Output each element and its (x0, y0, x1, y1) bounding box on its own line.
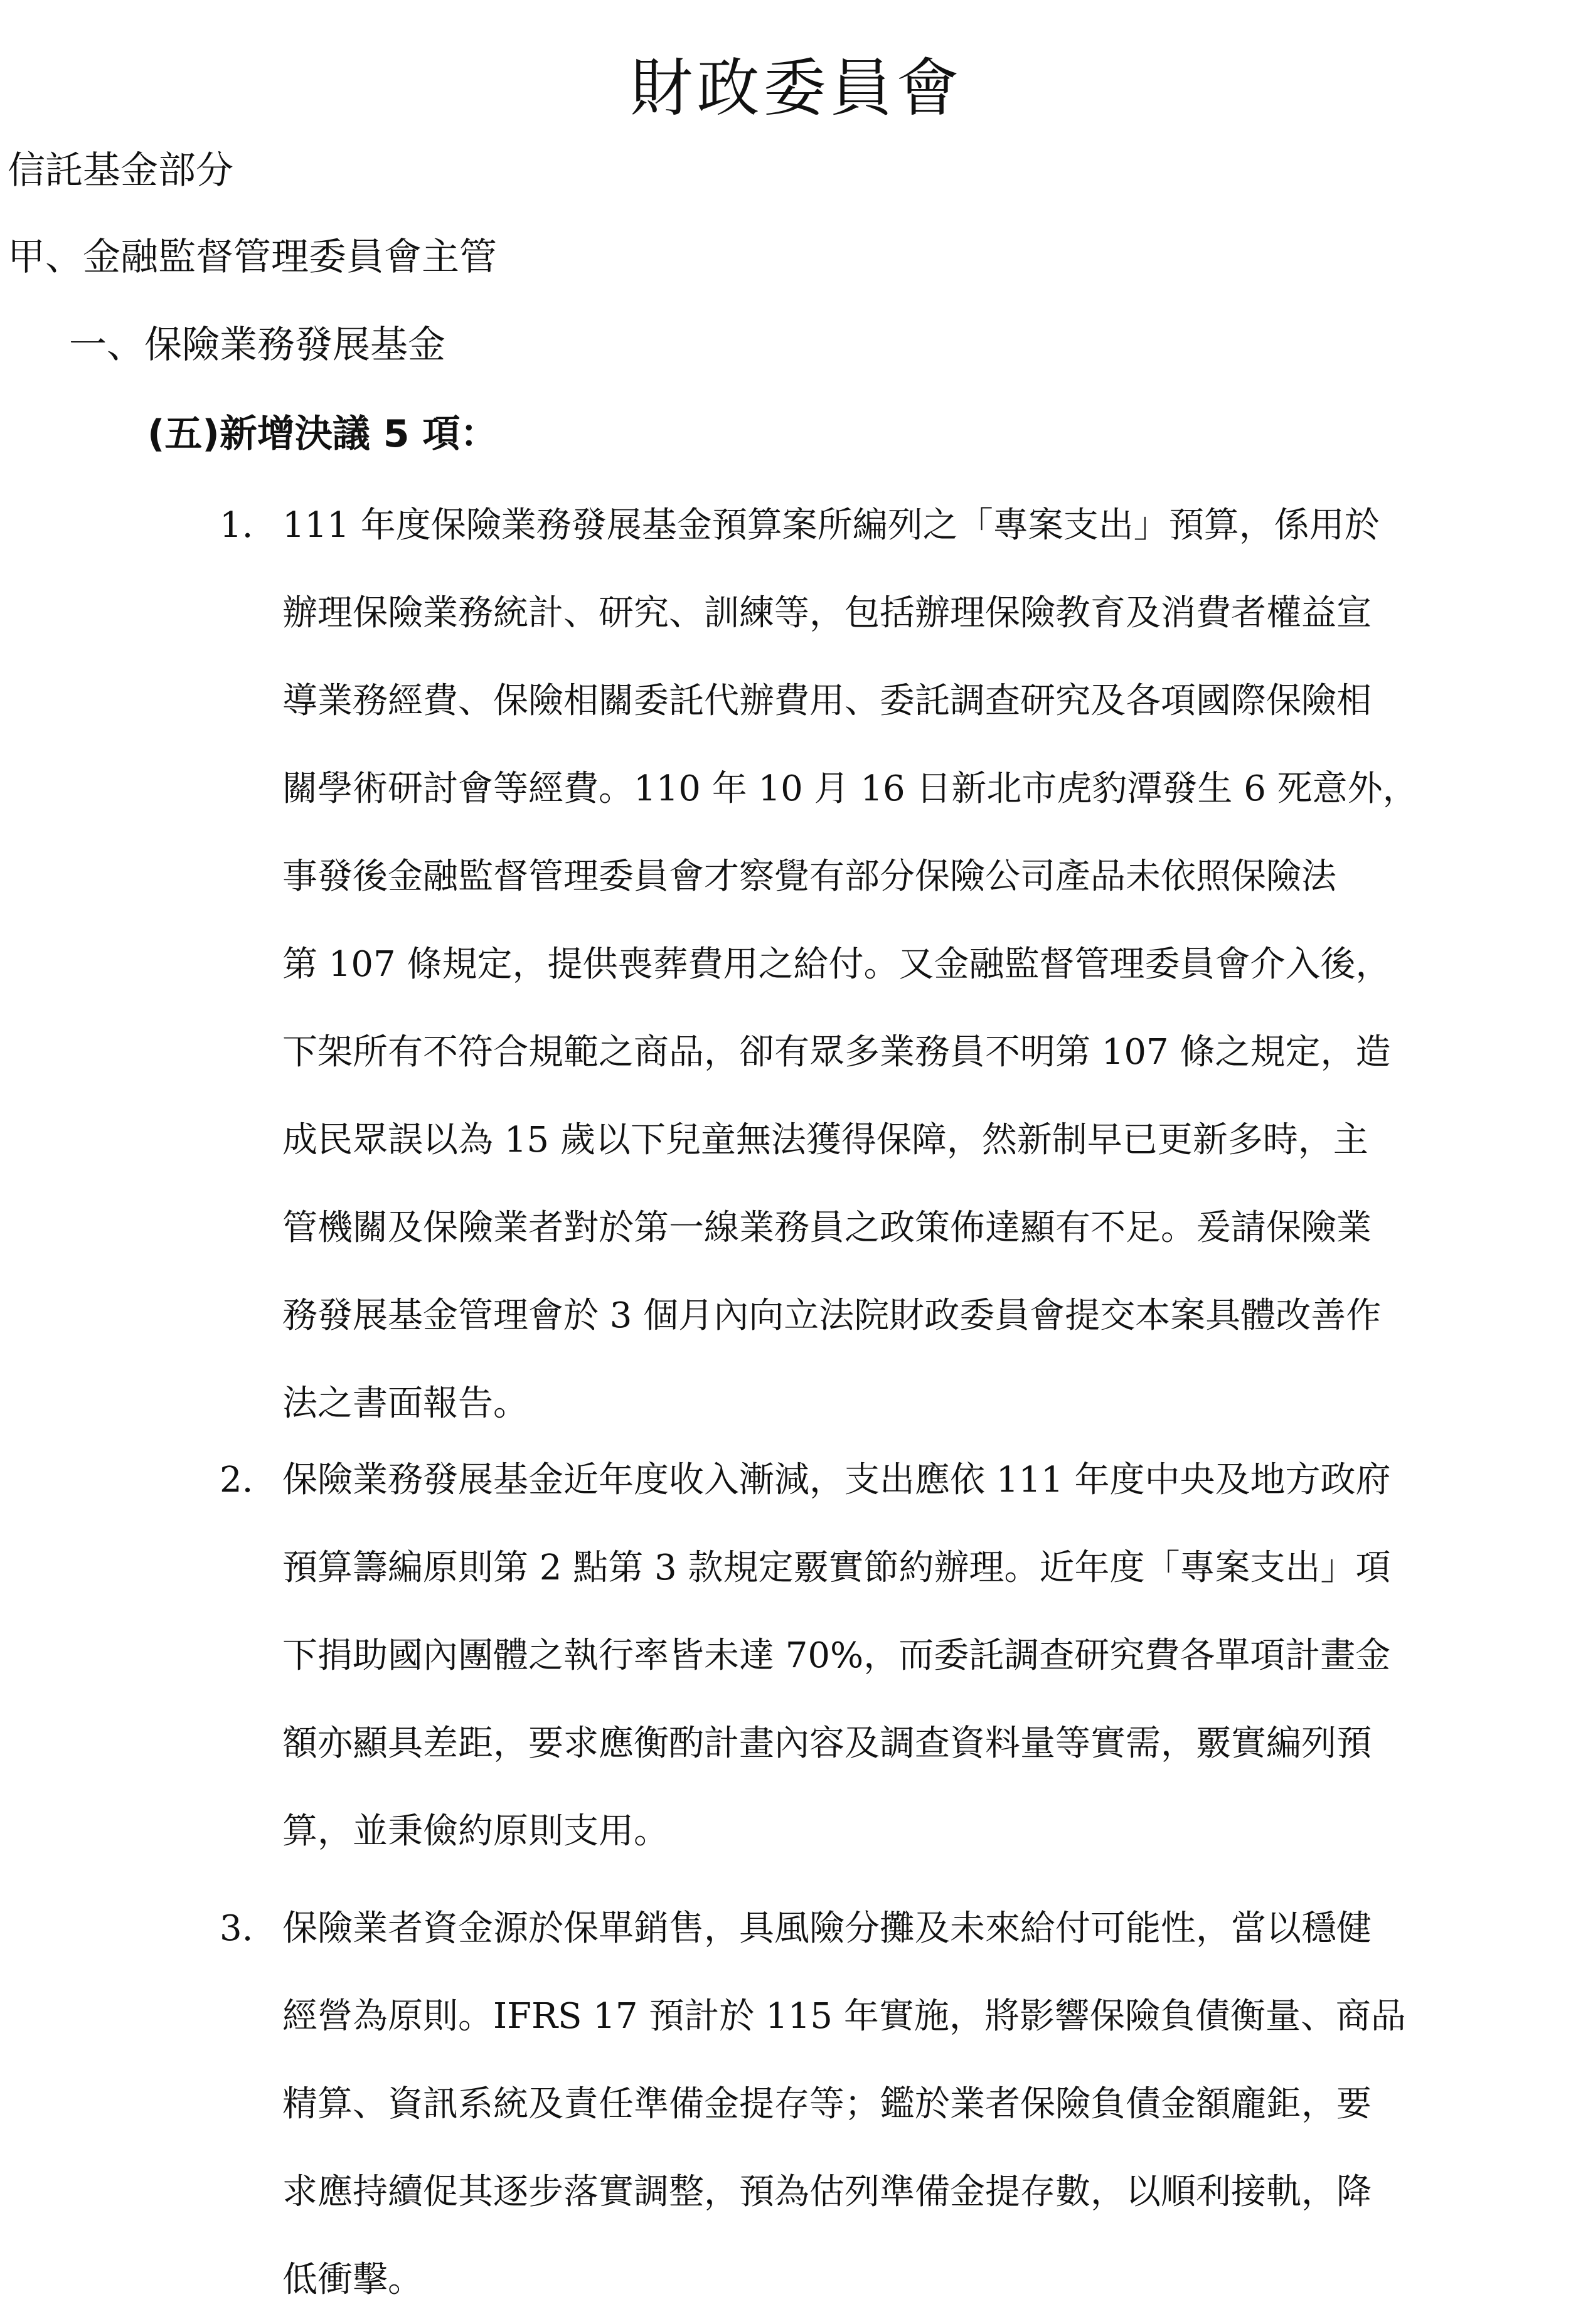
item-line: 保險業者資金源於保單銷售，具風險分攤及未來給付可能性，當以穩健 (282, 1908, 1372, 1949)
item-line: 經營為原則。IFRS 17 預計於 115 年實施，將影響保險負債衡量、商品 (282, 1996, 1406, 2037)
item-line: 預算籌編原則第 2 點第 3 款規定覈實節約辦理。近年度「專案支出」項 (282, 1547, 1391, 1588)
item-line: 下捐助國內團體之執行率皆未達 70%，而委託調查研究費各單項計畫金 (282, 1635, 1391, 1676)
item-line: 務發展基金管理會於 3 個月內向立法院財政委員會提交本案具體改善作 (282, 1295, 1382, 1336)
resolution-item-3 (220, 1885, 1575, 2324)
resolution-item-1 (220, 482, 1575, 1448)
section-heading: 信託基金部分 (8, 149, 233, 193)
item-line: 管機關及保險業者對於第一線業務員之政策佈達顯有不足。爰請保險業 (282, 1207, 1372, 1248)
item-line: 導業務經費、保險相關委託代辦費用、委託調查研究及各項國際保險相 (282, 681, 1372, 721)
item-line: 事發後金融監督管理委員會才察覺有部分保險公司產品未依照保險法 (282, 856, 1336, 897)
item-line: 下架所有不符合規範之商品，卻有眾多業務員不明第 107 條之規定，造 (282, 1032, 1391, 1073)
item-line: 成民眾誤以為 15 歲以下兒童無法獲得保障，然新制早已更新多時，主 (282, 1120, 1368, 1160)
subsection-heading: 甲、金融監督管理委員會主管 (8, 235, 497, 279)
item-number: 3. (220, 1908, 253, 1949)
item-line: 求應持續促其逐步落實調整，預為估列準備金提存數，以順利接軌，降 (282, 2172, 1372, 2212)
item-line: 保險業務發展基金近年度收入漸減，支出應依 111 年度中央及地方政府 (282, 1460, 1391, 1500)
item-line: 算，並秉儉約原則支用。 (282, 1811, 669, 1852)
item-line: 精算、資訊系統及責任準備金提存等；鑑於業者保險負債金額龐鉅，要 (282, 2084, 1372, 2125)
item-number: 1. (220, 505, 253, 546)
item-line: 法之書面報告。 (282, 1383, 528, 1424)
page-title: 財政委員會 (630, 51, 963, 125)
item-line: 第 107 條規定，提供喪葬費用之給付。又金融監督管理委員會介入後， (282, 944, 1391, 985)
item-number: 2. (220, 1460, 253, 1500)
resolution-heading: (五)新增決議 5 項： (147, 412, 498, 456)
item-line: 關學術研討會等經費。110 年 10 月 16 日新北市虎豹潭發生 6 死意外， (282, 768, 1418, 809)
item-line: 額亦顯具差距，要求應衡酌計畫內容及調查資料量等實需，覈實編列預 (282, 1723, 1372, 1764)
item-line: 低衝擊。 (282, 2259, 423, 2300)
item-line: 辦理保險業務統計、研究、訓練等，包括辦理保險教育及消費者權益宣 (282, 593, 1372, 634)
fund-heading: 一、保險業務發展基金 (69, 323, 445, 367)
resolution-item-2 (220, 1436, 1575, 1876)
item-line: 111 年度保險業務發展基金預算案所編列之「專案支出」預算，係用於 (282, 505, 1380, 546)
